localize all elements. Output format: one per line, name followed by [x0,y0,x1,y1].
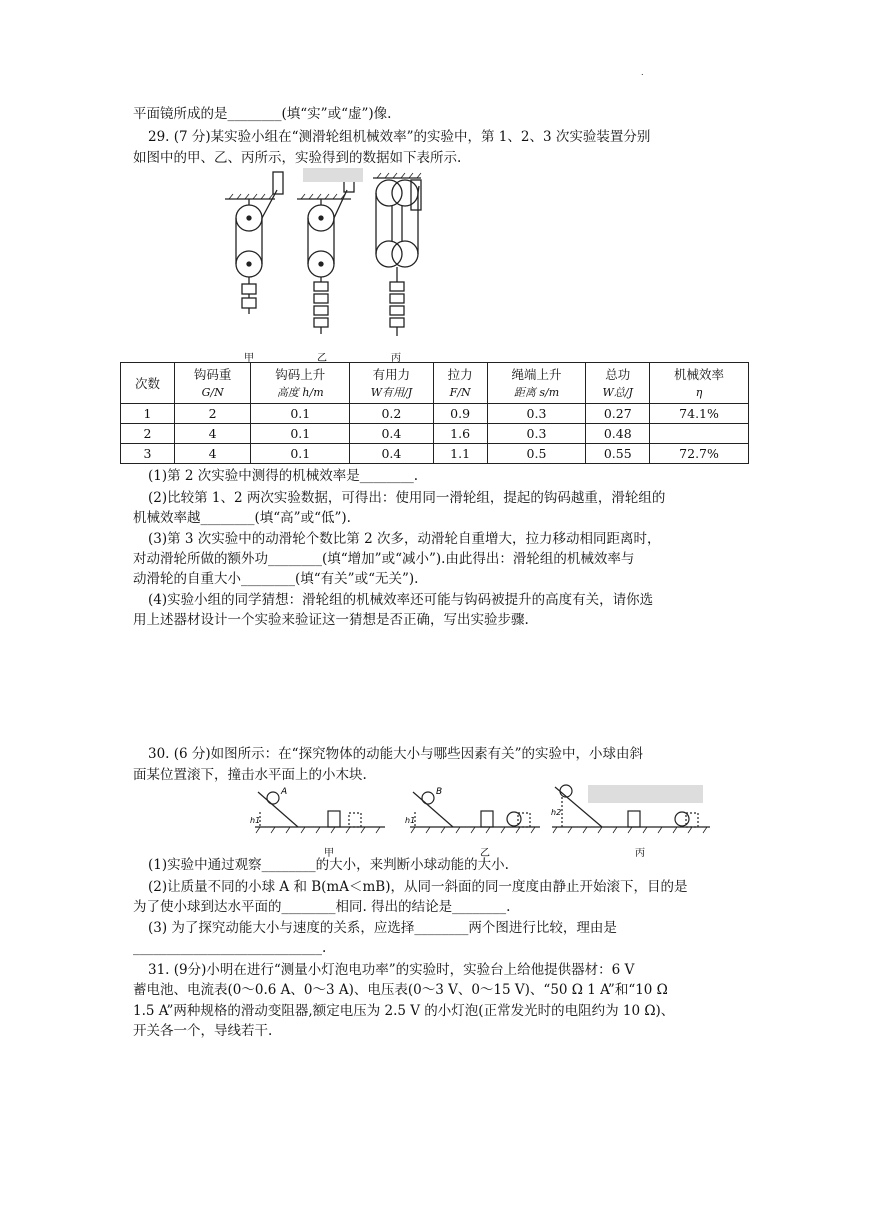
incline-label-3: 丙 [635,848,645,859]
text-line: 为了使小球到达水平面的________相同. 得出的结论是________. [133,899,511,915]
table-cell: 0.9 [433,404,487,424]
q30-part2: (2)让质量不同的小球 A 和 B(mA＜mB)，从同一斜面的同一度度由静止开始滚下，目的是 [148,879,688,895]
header-cell: 有用力 W有用/J [350,363,433,404]
table-header-row [121,363,749,404]
table-cell: 72.7% [650,444,749,464]
q29-part1: (1)第 2 次实验中测得的机械效率是________. [148,468,419,484]
pulley-label-3: 丙 [391,353,401,364]
table-cell: 1.6 [433,424,487,444]
header-cell: 绳端上升 距离 s/m [487,363,586,404]
table-cell: 0.3 [487,424,586,444]
table-cell: 0.4 [350,424,433,444]
text-line: 蓄电池、电流表(0～0.6 A、0～3 A)、电压表(0～3 V、0～15 V)、“50 Ω 1 A”和“10 Ω [133,982,668,998]
text-line: ____________________________. [133,940,327,956]
height-h2-label: h2 [551,808,562,817]
table-cell [650,424,749,444]
pulley-label-2: 乙 [317,353,327,364]
table-cell: 3 [121,444,175,464]
table-cell: 0.2 [350,404,433,424]
table-cell: 0.48 [586,424,650,444]
question-31-intro: 31. (9分)小明在进行“测量小灯泡电功率”的实验时，实验台上给他提供器材：6 V [148,962,635,978]
question-29-intro: 29. (7 分)某实验小组在“测滑轮组机械效率”的实验中，第 1、2、3 次实验装置分别 [148,129,651,145]
table-cell: 0.1 [251,424,350,444]
text-line: 机械效率越________(填“高”或“低”). [133,510,351,526]
table-cell: 2 [174,404,250,424]
height-h1-label: h1 [405,816,416,825]
pulley-figure [215,168,445,364]
incline-figure [250,782,720,860]
table-cell: 1.1 [433,444,487,464]
table-cell: 0.4 [350,444,433,464]
table-cell: 0.1 [251,404,350,424]
header-cell: 钩码重 G/N [174,363,250,404]
q29-part3: (3)第 3 次实验中的动滑轮个数比第 2 次多，动滑轮自重增大，拉力移动相同距离时， [148,531,661,547]
q30-part3: (3) 为了探究动能大小与速度的关系，应选择________两个图进行比较，理由是 [148,920,617,936]
q30-part1: (1)实验中通过观察________的大小，来判断小球动能的大小. [148,857,509,873]
experiment-data-table [120,362,749,464]
header-cell: 机械效率 η [650,363,749,404]
ball-b-label: B [436,787,443,797]
text-line: 1.5 A”两种规格的滑动变阻器,额定电压为 2.5 V 的小灯泡(正常发光时的电阻约为 10 Ω)、 [133,1003,675,1019]
q29-part4: (4)实验小组的同学猜想：滑轮组的机械效率还可能与钩码被提升的高度有关，请你选 [148,592,654,608]
header-cell: 总功 W总/J [586,363,650,404]
table-cell: 0.55 [586,444,650,464]
table-cell: 0.1 [251,444,350,464]
table-cell: 74.1% [650,404,749,424]
table-cell: 0.5 [487,444,586,464]
header-cell: 拉力 F/N [433,363,487,404]
text-line: 如图中的甲、乙、丙所示，实验得到的数据如下表所示. [133,150,462,166]
table-cell: 1 [121,404,175,424]
page-dot: . [641,68,644,77]
table-cell: 0.27 [586,404,650,424]
incline-label-1: 甲 [324,848,334,859]
text-line: 对动滑轮所做的额外功________(填“增加”或“减小”).由此得出：滑轮组的机械效率与 [133,551,635,567]
table-cell: 4 [174,444,250,464]
text-line: 动滑轮的自重大小________(填“有关”或“无关”). [133,571,419,587]
text-line: 平面镜所成的是________(填“实”或“虚”)像. [133,106,392,122]
q29-part2: (2)比较第 1、2 两次实验数据，可得出：使用同一滑轮组，提起的钩码越重，滑轮组的 [148,490,666,506]
header-cell: 次数 [121,363,175,404]
height-h1-label: h1 [250,816,261,825]
incline-label-2: 乙 [480,848,490,859]
pulley-label-1: 甲 [244,353,254,364]
text-line: 用上述器材设计一个实验来验证这一猜想是否正确，写出实验步骤. [133,612,529,628]
header-cell: 钩码上升 高度 h/m [251,363,350,404]
text-line: 面某位置滚下，撞击水平面上的小木块. [133,767,367,783]
table-cell: 4 [174,424,250,444]
question-30-intro: 30. (6 分)如图所示：在“探究物体的动能大小与哪些因素有关”的实验中，小球由斜 [148,746,643,762]
table-row [121,404,749,424]
table-row [121,444,749,464]
table-row [121,424,749,444]
table-cell: 2 [121,424,175,444]
text-line: 开关各一个，导线若干. [133,1023,273,1039]
table-cell: 0.3 [487,404,586,424]
ball-a-label: A [281,787,288,797]
